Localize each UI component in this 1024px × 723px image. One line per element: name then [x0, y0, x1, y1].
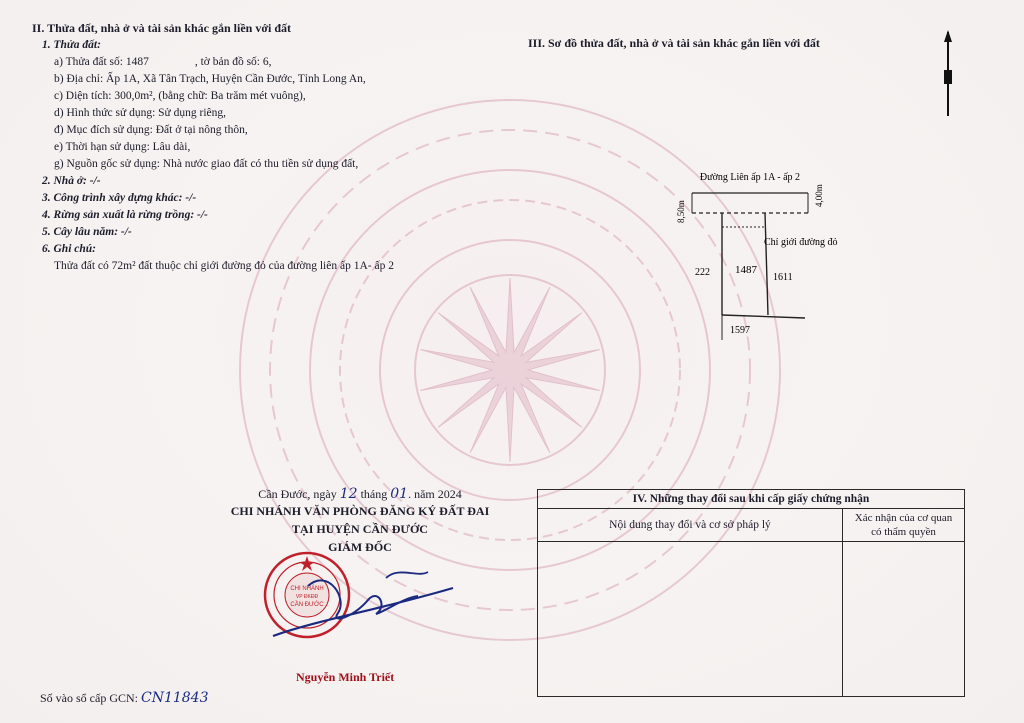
setback-label: 8,50m — [676, 200, 686, 223]
other-works-info: 3. Công trình xây dựng khác: -/- — [42, 192, 197, 204]
land-address: b) Địa chỉ: Ấp 1A, Xã Tân Trạch, Huyện Cần Đước, Tỉnh Long An, — [54, 73, 366, 85]
org-line-2: TẠI HUYỆN CẦN ĐƯỚC — [292, 522, 428, 536]
parcel-boundary-bottom — [722, 315, 805, 318]
handwritten-signature-icon — [268, 558, 458, 643]
parcel-number-value: 1487 — [125, 56, 149, 68]
changes-table-header — [538, 509, 964, 542]
watermark-star — [420, 278, 599, 462]
parcel-right-label: 1611 — [773, 272, 793, 283]
house-info: 2. Nhà ở: -/- — [42, 175, 101, 187]
land-use-purpose: đ) Mục đích sử dụng: Đất ở tại nông thôn, — [54, 124, 248, 136]
land-parcel-number: a) Thửa đất số: 1487 , tờ bản đồ số: 6, — [54, 56, 272, 68]
section-2-title: II. Thửa đất, nhà ở và tài sản khác gắn liền với đất — [32, 21, 292, 35]
parcel-boundary-right — [765, 213, 768, 315]
signer-name: Nguyễn Minh Triết — [296, 670, 395, 684]
changes-col-content: Nội dung thay đổi và cơ sở pháp lý — [609, 519, 771, 531]
signing-block — [210, 486, 510, 556]
org-line-1: CHI NHÁNH VĂN PHÒNG ĐĂNG KÝ ĐẤT ĐAI — [230, 504, 490, 518]
parcel-diagram — [660, 165, 850, 350]
section-3-title: III. Sơ đồ thửa đất, nhà ở và tài sản khác gắn liền với đất — [528, 36, 820, 50]
signing-month: 01 — [390, 486, 409, 502]
road-width-label: 4,00m — [814, 184, 824, 207]
land-use-form: d) Hình thức sử dụng: Sử dụng riêng, — [54, 107, 227, 119]
land-origin: g) Nguồn gốc sử dụng: Nhà nước giao đất có thu tiền sử dụng đất, — [54, 158, 359, 170]
section-4-title: IV. Những thay đổi sau khi cấp giấy chứng nhận — [538, 490, 964, 509]
svg-text:CHI NHÁNH: CHI NHÁNH — [290, 586, 324, 592]
signing-date: Cần Đước, ngày 12 tháng 01. năm 2024 — [258, 486, 462, 502]
changes-table — [537, 489, 965, 697]
signing-day: 12 — [339, 486, 358, 502]
land-area: c) Diện tích: 300,0m², (bằng chữ: Ba trăm mét vuông), — [54, 90, 306, 102]
perennial-info: 5. Cây lâu năm: -/- — [42, 226, 132, 238]
signer-role: GIÁM ĐỐC — [328, 540, 392, 554]
notes-heading: 6. Ghi chú: — [42, 243, 96, 255]
svg-text:VP ĐKĐĐ: VP ĐKĐĐ — [295, 594, 319, 600]
land-use-term: e) Thời hạn sử dụng: Lâu dài, — [54, 141, 191, 153]
registry-number-value: CN11843 — [141, 690, 209, 706]
road-label: Đường Liên ấp 1A - ấp 2 — [699, 172, 801, 183]
registry-number: Số vào sổ cấp GCN: CN11843 — [40, 690, 209, 706]
svg-text:CẦN ĐƯỚC: CẦN ĐƯỚC — [290, 602, 324, 608]
parcel-left-label: 222 — [695, 267, 710, 278]
parcel-bottom-label: 1597 — [730, 325, 750, 336]
red-line-label: Chỉ giới đường đỏ — [764, 237, 838, 248]
notes-text: Thửa đất có 72m² đất thuộc chỉ giới đường đỏ của đường liên ấp 1A- ấp 2 — [54, 260, 394, 272]
forest-info: 4. Rừng sản xuất là rừng trồng: -/- — [42, 209, 208, 221]
changes-col-confirmation: Xác nhận của cơ quan có thẩm quyền — [842, 509, 964, 541]
changes-column-divider — [842, 541, 843, 696]
land-heading: 1. Thửa đất: — [42, 39, 101, 51]
parcel-main-label: 1487 — [735, 264, 757, 276]
section-2 — [32, 20, 502, 275]
north-arrow-icon — [938, 28, 958, 120]
